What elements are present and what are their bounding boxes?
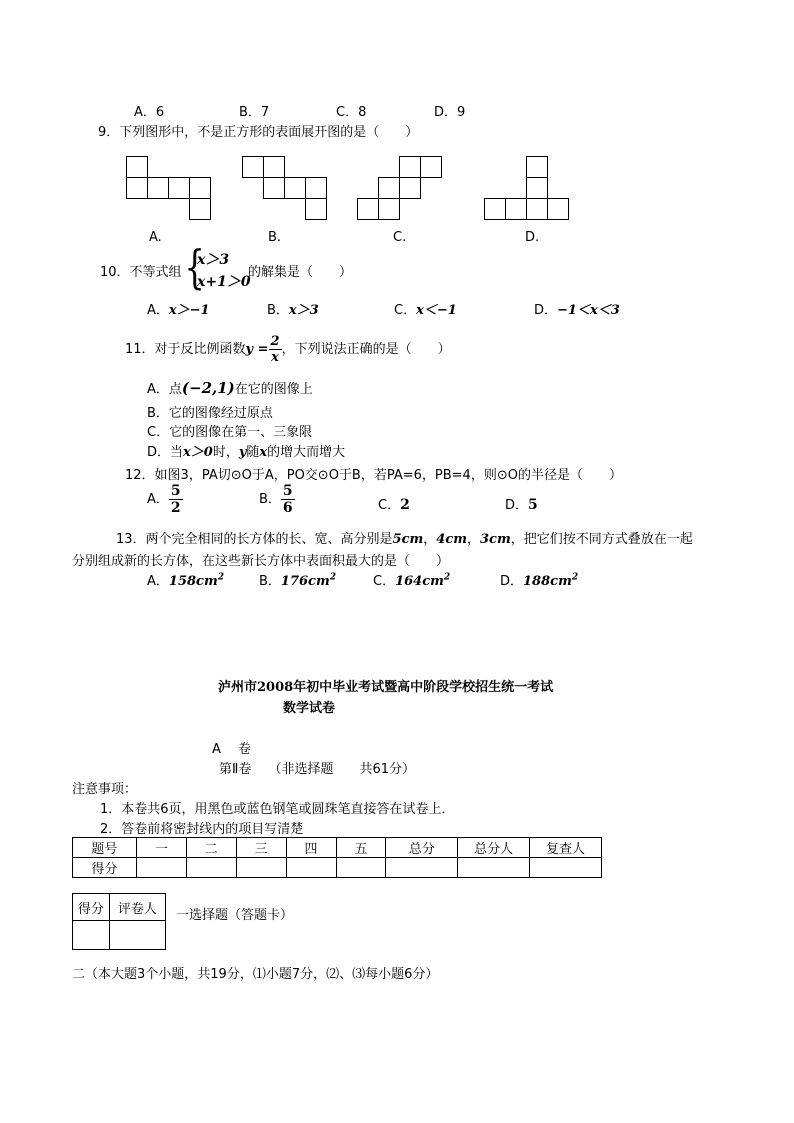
net-square [400, 157, 421, 178]
q9-label-b: B. [268, 230, 282, 245]
score-cell[interactable] [136, 858, 186, 878]
score-cell[interactable] [386, 858, 458, 878]
section-two-label: 二（本大题3个小题，共19分，⑴小题7分，⑵、⑶每小题6分） [72, 967, 439, 982]
q11-option-c: C．它的图像在第一、三象限 [147, 425, 313, 440]
grader-box [72, 893, 166, 950]
section-one-label: 一选择题（答题卡） [176, 908, 294, 923]
net-square [379, 199, 400, 220]
q11-stem: 11．对于反比例函数y = $\frac{2}{x}$ ，下列说法正确的是（ ） [125, 334, 451, 365]
score-cell[interactable] [336, 858, 386, 878]
q8-option-c: C．8 [336, 105, 367, 120]
score-header-cell: 一 [136, 838, 186, 858]
q10-option-b: B．x＞3 [267, 303, 319, 318]
score-cell[interactable] [458, 858, 530, 878]
grader-name-cell[interactable] [109, 921, 165, 950]
net-square [127, 178, 148, 199]
exam-title: 泸州市2008年初中毕业考试暨高中阶段学校招生统一考试 [218, 680, 554, 695]
q10-inequality-2: x+1＞0 [197, 274, 251, 290]
q10-prefix: 10．不等式组 [100, 265, 182, 280]
net-square [506, 199, 527, 220]
q12-option-a: A． $\frac{5}{2}$ [147, 483, 181, 516]
q11-option-d: D．当x＞0时，y随x的增大而增大 [147, 445, 346, 460]
cube-net-b [242, 156, 330, 220]
score-header-cell: 三 [236, 838, 286, 858]
net-square [548, 199, 569, 220]
net-square [527, 199, 548, 220]
net-square [190, 178, 211, 199]
notes-item-1: 1．本卷共6页，用黑色或蓝色钢笔或圆珠笔直接答在试卷上． [100, 802, 455, 817]
score-cell[interactable] [186, 858, 236, 878]
score-header-cell: 二 [186, 838, 236, 858]
net-square [169, 178, 190, 199]
net-square [264, 157, 285, 178]
net-square [358, 199, 379, 220]
score-table [72, 837, 602, 878]
net-square [527, 178, 548, 199]
net-square [127, 157, 148, 178]
score-row-label: 得分 [73, 858, 137, 878]
q9-stem: 9．下列图形中，不是正方形的表面展开图的是（ ） [98, 125, 419, 140]
q10-option-c: C．x＜−1 [394, 303, 457, 318]
net-square [400, 178, 421, 199]
q11-fraction: $\frac{2}{x}$ [270, 334, 280, 365]
q12-option-d: D．5 [505, 497, 538, 513]
notes-title: 注意事项： [72, 782, 138, 797]
net-square [285, 178, 306, 199]
net-square [485, 199, 506, 220]
notes-item-2: 2．答卷前将密封线内的项目写清楚 [100, 822, 304, 837]
score-header-cell: 总分 [386, 838, 458, 858]
cube-net-a [126, 156, 214, 220]
q12-option-b: B． $\frac{5}{6}$ [259, 483, 293, 516]
net-square [306, 199, 327, 220]
q8-option-d: D．9 [434, 105, 466, 120]
grader-name-label: 评卷人 [109, 894, 165, 921]
q9-label-c: C. [393, 230, 407, 245]
score-header-cell: 五 [336, 838, 386, 858]
net-square [527, 157, 548, 178]
net-square [264, 178, 285, 199]
score-header-cell: 题号 [73, 838, 137, 858]
grader-score-cell[interactable] [73, 921, 110, 950]
grader-score-label: 得分 [73, 894, 110, 921]
q12-option-c: C．2 [378, 497, 410, 513]
net-square [243, 157, 264, 178]
cube-net-d [484, 156, 572, 220]
q13-option-d: D．$188cm^2$ [500, 572, 579, 589]
score-header-cell: 复查人 [530, 838, 602, 858]
q8-option-a: A．6 [134, 105, 165, 120]
net-square [306, 178, 327, 199]
q10-option-d: D．−1＜x＜3 [534, 303, 620, 318]
q13-line2: 分别组成新的长方体，在这些新长方体中表面积最大的是（ ） [72, 554, 450, 569]
q13-option-a: A．$158cm^2$ [147, 572, 224, 589]
q10-option-a: A．x＞−1 [147, 303, 210, 318]
score-header-row [73, 838, 602, 858]
q9-label-d: D. [525, 230, 540, 245]
q13-option-c: C．$164cm^2$ [373, 572, 451, 589]
q11-option-b: B．它的图像经过原点 [147, 406, 273, 421]
q13-option-b: B．$176cm^2$ [259, 572, 336, 589]
score-cell[interactable] [530, 858, 602, 878]
exam-subtitle: 数学试卷 [283, 701, 336, 716]
score-cell[interactable] [286, 858, 336, 878]
q12-stem: 12．如图3，PA切⊙O于A，PO交⊙O于B，若PA=6，PB=4，则⊙O的半径是（ ） [125, 468, 622, 483]
net-square [190, 199, 211, 220]
net-square [148, 178, 169, 199]
score-header-cell: 总分人 [458, 838, 530, 858]
score-value-row [73, 858, 602, 878]
q10-suffix: 的解集是（ ） [248, 265, 353, 280]
volume-label: A 卷 [212, 742, 252, 757]
section-heading: 第Ⅱ卷 （非选择题 共61分） [219, 762, 416, 777]
q9-label-a: A. [149, 230, 162, 245]
score-cell[interactable] [236, 858, 286, 878]
q8-option-b: B．7 [239, 105, 270, 120]
q11-option-a: A．点(−2,1)在它的图像上 [147, 379, 313, 397]
net-square [379, 178, 400, 199]
cube-net-c [357, 156, 445, 220]
brace-symbol: { [184, 240, 205, 294]
q13-line1: 13．两个完全相同的长方体的长、宽、高分别是5cm，4cm，3cm，把它们按不同方式叠放在一起 [116, 532, 693, 547]
q10-inequality-1: x＞3 [197, 252, 230, 268]
score-header-cell: 四 [286, 838, 336, 858]
net-square [421, 157, 442, 178]
